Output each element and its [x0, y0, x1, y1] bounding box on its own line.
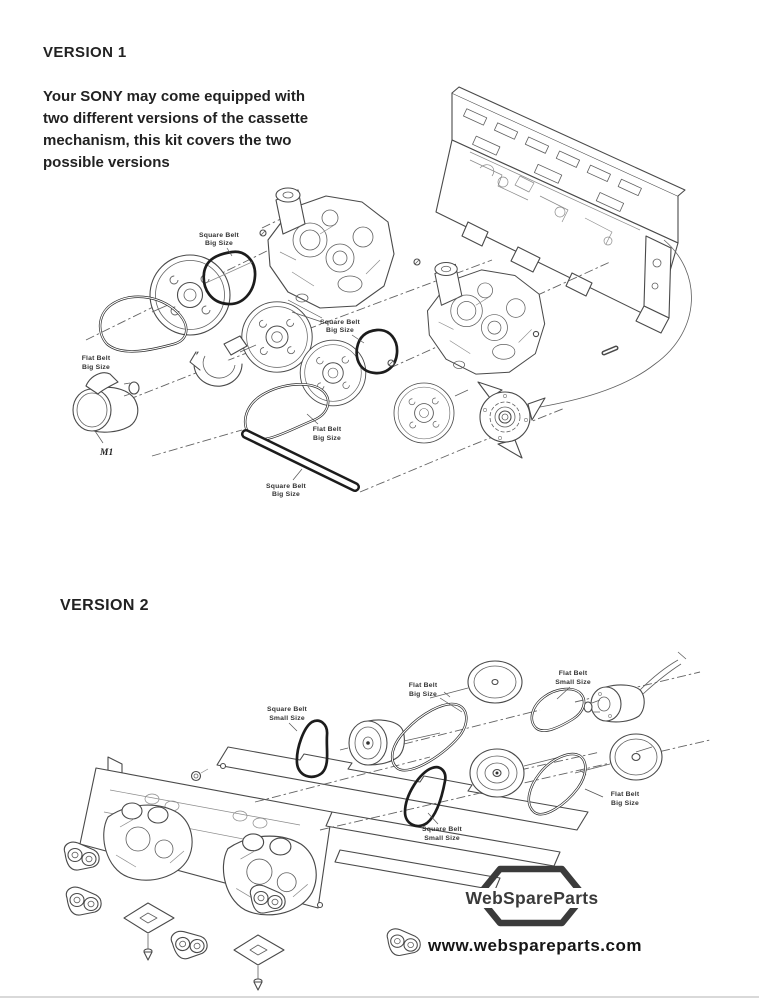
svg-text:Big Size: Big Size: [408, 691, 438, 698]
label-square-belt-small-lower: [422, 813, 463, 842]
svg-text:Flat Belt: Flat Belt: [408, 682, 438, 689]
svg-text:Square Belt: Square Belt: [320, 319, 360, 326]
svg-text:Small Size: Small Size: [555, 679, 591, 686]
svg-text:Square Belt: Square Belt: [199, 232, 239, 239]
disc-pulley: [575, 734, 662, 780]
label-flat-belt-big-lower: [585, 789, 640, 807]
deck-mechanism-1: [104, 803, 192, 880]
intro-line: mechanism, this kit covers the two: [43, 132, 292, 149]
intro-line: two different versions of the cassette: [43, 110, 309, 127]
version1-heading: VERSION 1: [43, 44, 127, 61]
svg-text:Square Belt: Square Belt: [422, 826, 462, 833]
clamp-bracket: [190, 336, 247, 386]
version2-heading: VERSION 2: [60, 597, 149, 614]
svg-text:Square Belt: Square Belt: [266, 483, 306, 490]
svg-text:Big Size: Big Size: [312, 435, 342, 442]
motor-m1: [73, 373, 139, 432]
flywheel-small: [394, 383, 454, 443]
mounting-pad-2: [234, 935, 284, 990]
mechanism-assembly-1: [268, 188, 394, 308]
logo-text: WebSpareParts: [437, 888, 627, 909]
intro-line: possible versions: [43, 154, 170, 171]
label-square-belt-long: [266, 469, 307, 498]
label-flat-belt-small: [555, 670, 591, 699]
grooved-flywheel: [470, 749, 560, 797]
svg-text:Big Size: Big Size: [81, 364, 111, 371]
website-url: www.webspareparts.com: [428, 936, 642, 955]
pinch-roller: [66, 887, 101, 915]
svg-text:M1: M1: [100, 448, 114, 458]
upper-pulley: [430, 661, 522, 703]
mechanism-assembly-2: [427, 262, 544, 374]
svg-text:Big Size: Big Size: [204, 240, 234, 247]
pinch-roller: [170, 928, 208, 961]
flywheel-large: [150, 255, 230, 335]
svg-text:Small Size: Small Size: [269, 715, 305, 722]
label-flat-belt-left: [82, 355, 111, 371]
svg-text:Square Belt: Square Belt: [267, 706, 307, 713]
intro-line: Your SONY may come equipped with: [43, 88, 305, 105]
svg-text:Big Size: Big Size: [610, 800, 640, 807]
square-belt-big-mid: [357, 330, 397, 373]
version1-diagram: [0, 70, 759, 530]
label-motor-m1: [95, 431, 113, 458]
svg-text:Flat Belt: Flat Belt: [81, 355, 111, 362]
label-flat-belt-mid: [307, 414, 342, 442]
svg-text:Flat Belt: Flat Belt: [312, 426, 342, 433]
svg-text:Flat Belt: Flat Belt: [558, 670, 588, 677]
mounting-pad-1: [124, 903, 174, 960]
flywheel-mid-1: [242, 302, 312, 372]
svg-text:Small Size: Small Size: [424, 835, 460, 842]
flat-belt-small: [532, 689, 584, 731]
label-square-belt-small-upper: [267, 706, 308, 731]
svg-text:Big Size: Big Size: [271, 491, 301, 498]
motor-v2: [584, 652, 686, 722]
svg-text:Flat Belt: Flat Belt: [610, 791, 640, 798]
svg-text:Big Size: Big Size: [325, 327, 355, 334]
